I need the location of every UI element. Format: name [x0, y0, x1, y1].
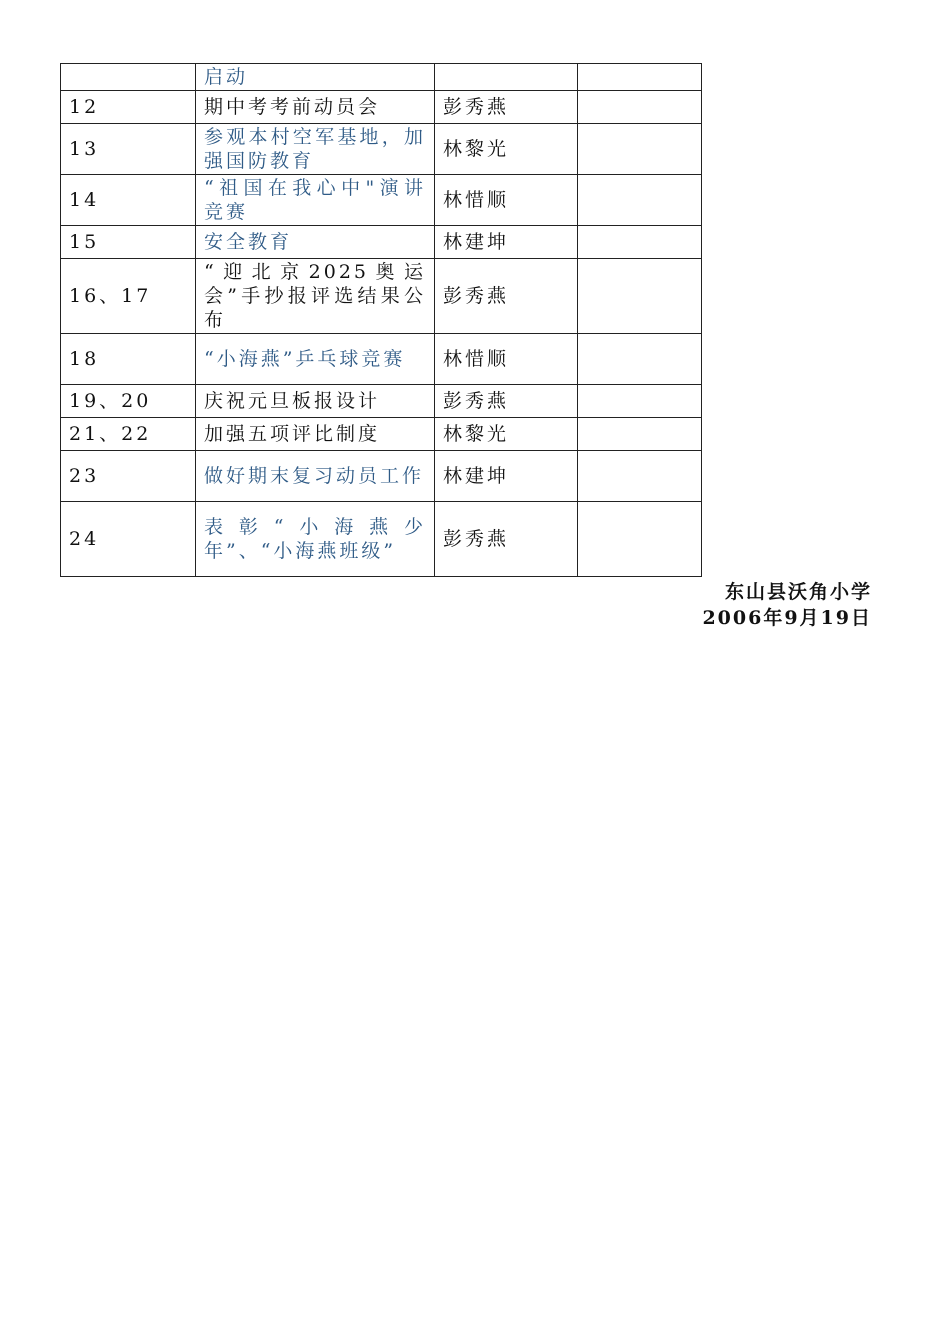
document-date: 2006年9月19日 [702, 607, 872, 629]
activity-topic-cell: 表彰“小海燕少年”、“小海燕班级” [196, 502, 435, 577]
person-in-charge-cell: 林黎光 [435, 418, 578, 451]
person-in-charge-cell: 林建坤 [435, 451, 578, 502]
remarks-cell [578, 502, 702, 577]
person-in-charge-cell: 林建坤 [435, 226, 578, 259]
week-number-cell: 21、22 [61, 418, 196, 451]
activity-topic-cell: 庆祝元旦板报设计 [196, 385, 435, 418]
week-number-cell: 13 [61, 124, 196, 175]
table-row [61, 385, 702, 418]
remarks-cell [578, 124, 702, 175]
table-row [61, 502, 702, 577]
person-in-charge-cell: 彭秀燕 [435, 259, 578, 334]
remarks-cell [578, 334, 702, 385]
table-row [61, 124, 702, 175]
week-number-cell: 23 [61, 451, 196, 502]
activity-topic-cell: 启动 [196, 64, 435, 91]
table-row [61, 175, 702, 226]
activity-topic-cell: 加强五项评比制度 [196, 418, 435, 451]
remarks-cell [578, 451, 702, 502]
person-in-charge-cell: 林惜顺 [435, 175, 578, 226]
remarks-cell [578, 91, 702, 124]
table-row [61, 64, 702, 91]
remarks-cell [578, 175, 702, 226]
table-row [61, 226, 702, 259]
remarks-cell [578, 259, 702, 334]
person-in-charge-cell: 彭秀燕 [435, 91, 578, 124]
remarks-cell [578, 418, 702, 451]
schedule-table [60, 63, 702, 577]
activity-topic-cell: 安全教育 [196, 226, 435, 259]
person-in-charge-cell: 林黎光 [435, 124, 578, 175]
week-number-cell: 16、17 [61, 259, 196, 334]
activity-topic-cell: 期中考考前动员会 [196, 91, 435, 124]
person-in-charge-cell: 林惜顺 [435, 334, 578, 385]
remarks-cell [578, 385, 702, 418]
table-row [61, 334, 702, 385]
activity-topic-cell: 参观本村空军基地，加强国防教育 [196, 124, 435, 175]
remarks-cell [578, 226, 702, 259]
school-name: 东山县沃角小学 [724, 581, 872, 603]
activity-topic-cell: “迎北京2025奥运会”手抄报评选结果公布 [196, 259, 435, 334]
table-row [61, 451, 702, 502]
table-row [61, 418, 702, 451]
activity-topic-cell: 做好期末复习动员工作 [196, 451, 435, 502]
table-row [61, 259, 702, 334]
week-number-cell: 12 [61, 91, 196, 124]
activity-topic-cell: “祖国在我心中"演讲竞赛 [196, 175, 435, 226]
week-number-cell: 14 [61, 175, 196, 226]
week-number-cell [61, 64, 196, 91]
week-number-cell: 18 [61, 334, 196, 385]
week-number-cell: 24 [61, 502, 196, 577]
week-number-cell: 15 [61, 226, 196, 259]
table-row [61, 91, 702, 124]
person-in-charge-cell: 彭秀燕 [435, 502, 578, 577]
person-in-charge-cell [435, 64, 578, 91]
week-number-cell: 19、20 [61, 385, 196, 418]
activity-topic-cell: “小海燕”乒乓球竞赛 [196, 334, 435, 385]
person-in-charge-cell: 彭秀燕 [435, 385, 578, 418]
remarks-cell [578, 64, 702, 91]
